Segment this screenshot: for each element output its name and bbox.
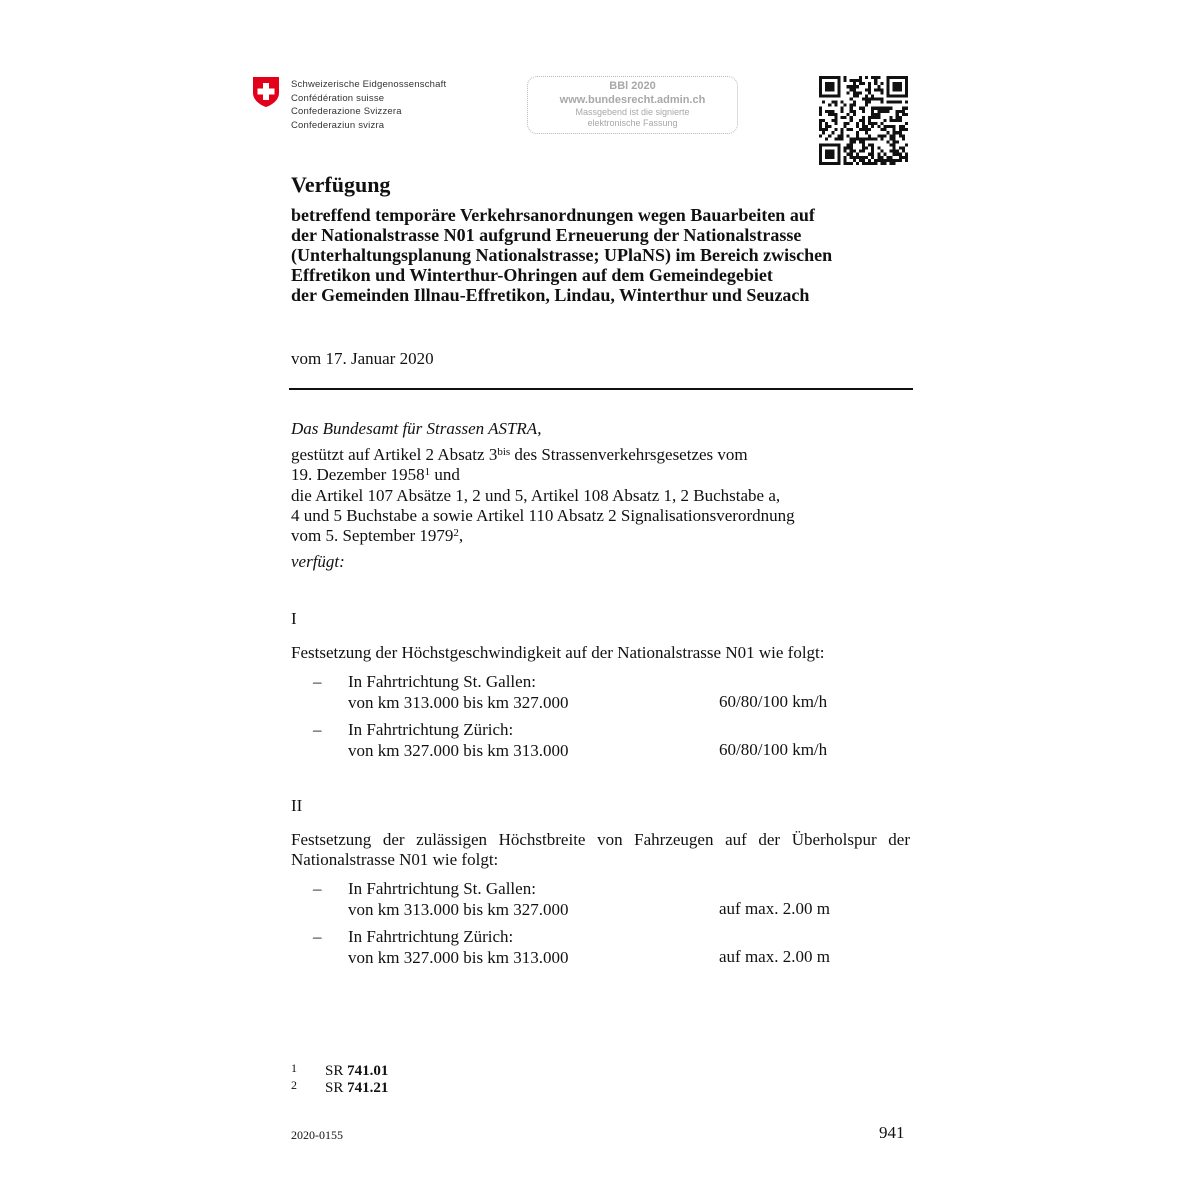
subtitle-line: (Unterhaltungsplanung Nationalstrasse; UPlaNS) im Bereich zwischen <box>291 245 833 265</box>
footnote-text: SR 741.21 <box>325 1080 389 1096</box>
subtitle-line: der Gemeinden Illnau-Effretikon, Lindau, Winterthur und Seuzach <box>291 285 810 305</box>
item-value: auf max. 2.00 m <box>719 899 830 918</box>
document-subtitle <box>291 205 931 305</box>
stamp-line-1: BBl 2020 <box>609 80 656 92</box>
item-direction: In Fahrtrichtung Zürich: <box>348 720 514 739</box>
footnote-text: SR 741.01 <box>325 1063 389 1079</box>
item-range: von km 327.000 bis km 313.000 <box>348 740 569 760</box>
list-bullet: – <box>313 927 322 946</box>
footnote-sr-ref[interactable]: 741.01 <box>347 1063 389 1079</box>
item-value: auf max. 2.00 m <box>719 947 830 966</box>
confederation-name-de: Schweizerische Eidgenossenschaft <box>291 79 447 90</box>
item-direction: In Fahrtrichtung Zürich: <box>348 927 514 946</box>
item-direction: In Fahrtrichtung St. Gallen: <box>348 879 536 898</box>
footnote-sr-ref[interactable]: 741.21 <box>347 1080 389 1096</box>
section-intro: Festsetzung der Höchstgeschwindigkeit auf der Nationalstrasse N01 wie folgt: <box>291 643 825 662</box>
list-item <box>348 672 569 713</box>
confederation-name-fr: Confédération suisse <box>291 92 385 104</box>
item-direction: In Fahrtrichtung St. Gallen: <box>348 672 536 691</box>
legal-basis-line: 19. Dezember 1958$^1$ und <box>291 465 460 485</box>
confederation-names <box>291 78 446 132</box>
item-range: von km 327.000 bis km 313.000 <box>348 947 569 967</box>
footnote-ref-1[interactable]: 1 <box>424 466 431 479</box>
list-item <box>348 720 569 761</box>
document-date: vom 17. Januar 2020 <box>291 349 434 368</box>
legal-basis-line: die Artikel 107 Absätze 1, 2 und 5, Artikel 108 Absatz 1, 2 Buchstabe a, <box>291 485 781 505</box>
qr-code-icon <box>819 76 908 165</box>
list-bullet: – <box>313 720 322 739</box>
item-range: von km 313.000 bis km 327.000 <box>348 692 569 712</box>
subtitle-line: Effretikon und Winterthur-Ohringen auf dem Gemeindegebiet <box>291 265 773 285</box>
title-divider <box>289 388 913 390</box>
subtitle-line: der Nationalstrasse N01 aufgrund Erneuerung der Nationalstrasse <box>291 225 802 245</box>
item-value: 60/80/100 km/h <box>719 740 828 759</box>
stamp-line-4: elektronische Fassung <box>587 118 678 128</box>
footnote-ref-2[interactable]: 2 <box>453 527 459 540</box>
superscript-bis: bis <box>497 446 511 458</box>
list-item <box>348 927 569 968</box>
legal-basis-line: vom 5. September 1979$^2$, <box>291 526 464 546</box>
item-value: 60/80/100 km/h <box>719 692 828 711</box>
list-bullet: – <box>313 879 322 898</box>
legal-basis <box>291 445 795 546</box>
stamp-line-3: Massgebend ist die signierte <box>575 107 690 117</box>
footnote-number: 1 <box>291 1061 297 1075</box>
swiss-cross-icon <box>252 76 280 108</box>
section-number: I <box>291 609 297 628</box>
bbl-stamp <box>527 76 738 134</box>
decree-word: verfügt: <box>291 552 345 571</box>
confederation-name-rm: Confederaziun svizra <box>291 119 385 131</box>
item-range: von km 313.000 bis km 327.000 <box>348 899 569 919</box>
stamp-line-2: www.bundesrecht.admin.ch <box>559 94 706 106</box>
document-number: 2020-0155 <box>291 1128 343 1142</box>
list-bullet: – <box>313 672 322 691</box>
section-intro: Festsetzung der zulässigen Höchstbreite von Fahrzeugen auf der Überholspur der Nationalstrasse N01 wie folgt: <box>291 830 910 869</box>
confederation-name-it: Confederazione Svizzera <box>291 106 402 117</box>
page-number: 941 <box>879 1123 905 1142</box>
list-item <box>348 879 569 920</box>
document-title: Verfügung <box>291 172 391 197</box>
legal-basis-line: gestützt auf Artikel 2 Absatz $3^{bis}$ des Strassenverkehrsgesetzes vom <box>291 445 748 464</box>
footnote-number: 2 <box>291 1078 297 1092</box>
legal-basis-line: 4 und 5 Buchstabe a sowie Artikel 110 Absatz 2 Signalisationsverordnung <box>291 505 795 525</box>
subtitle-line: betreffend temporäre Verkehrsanordnungen wegen Bauarbeiten auf <box>291 205 815 225</box>
section-number: II <box>291 796 303 815</box>
issuing-authority: Das Bundesamt für Strassen ASTRA, <box>291 419 542 438</box>
